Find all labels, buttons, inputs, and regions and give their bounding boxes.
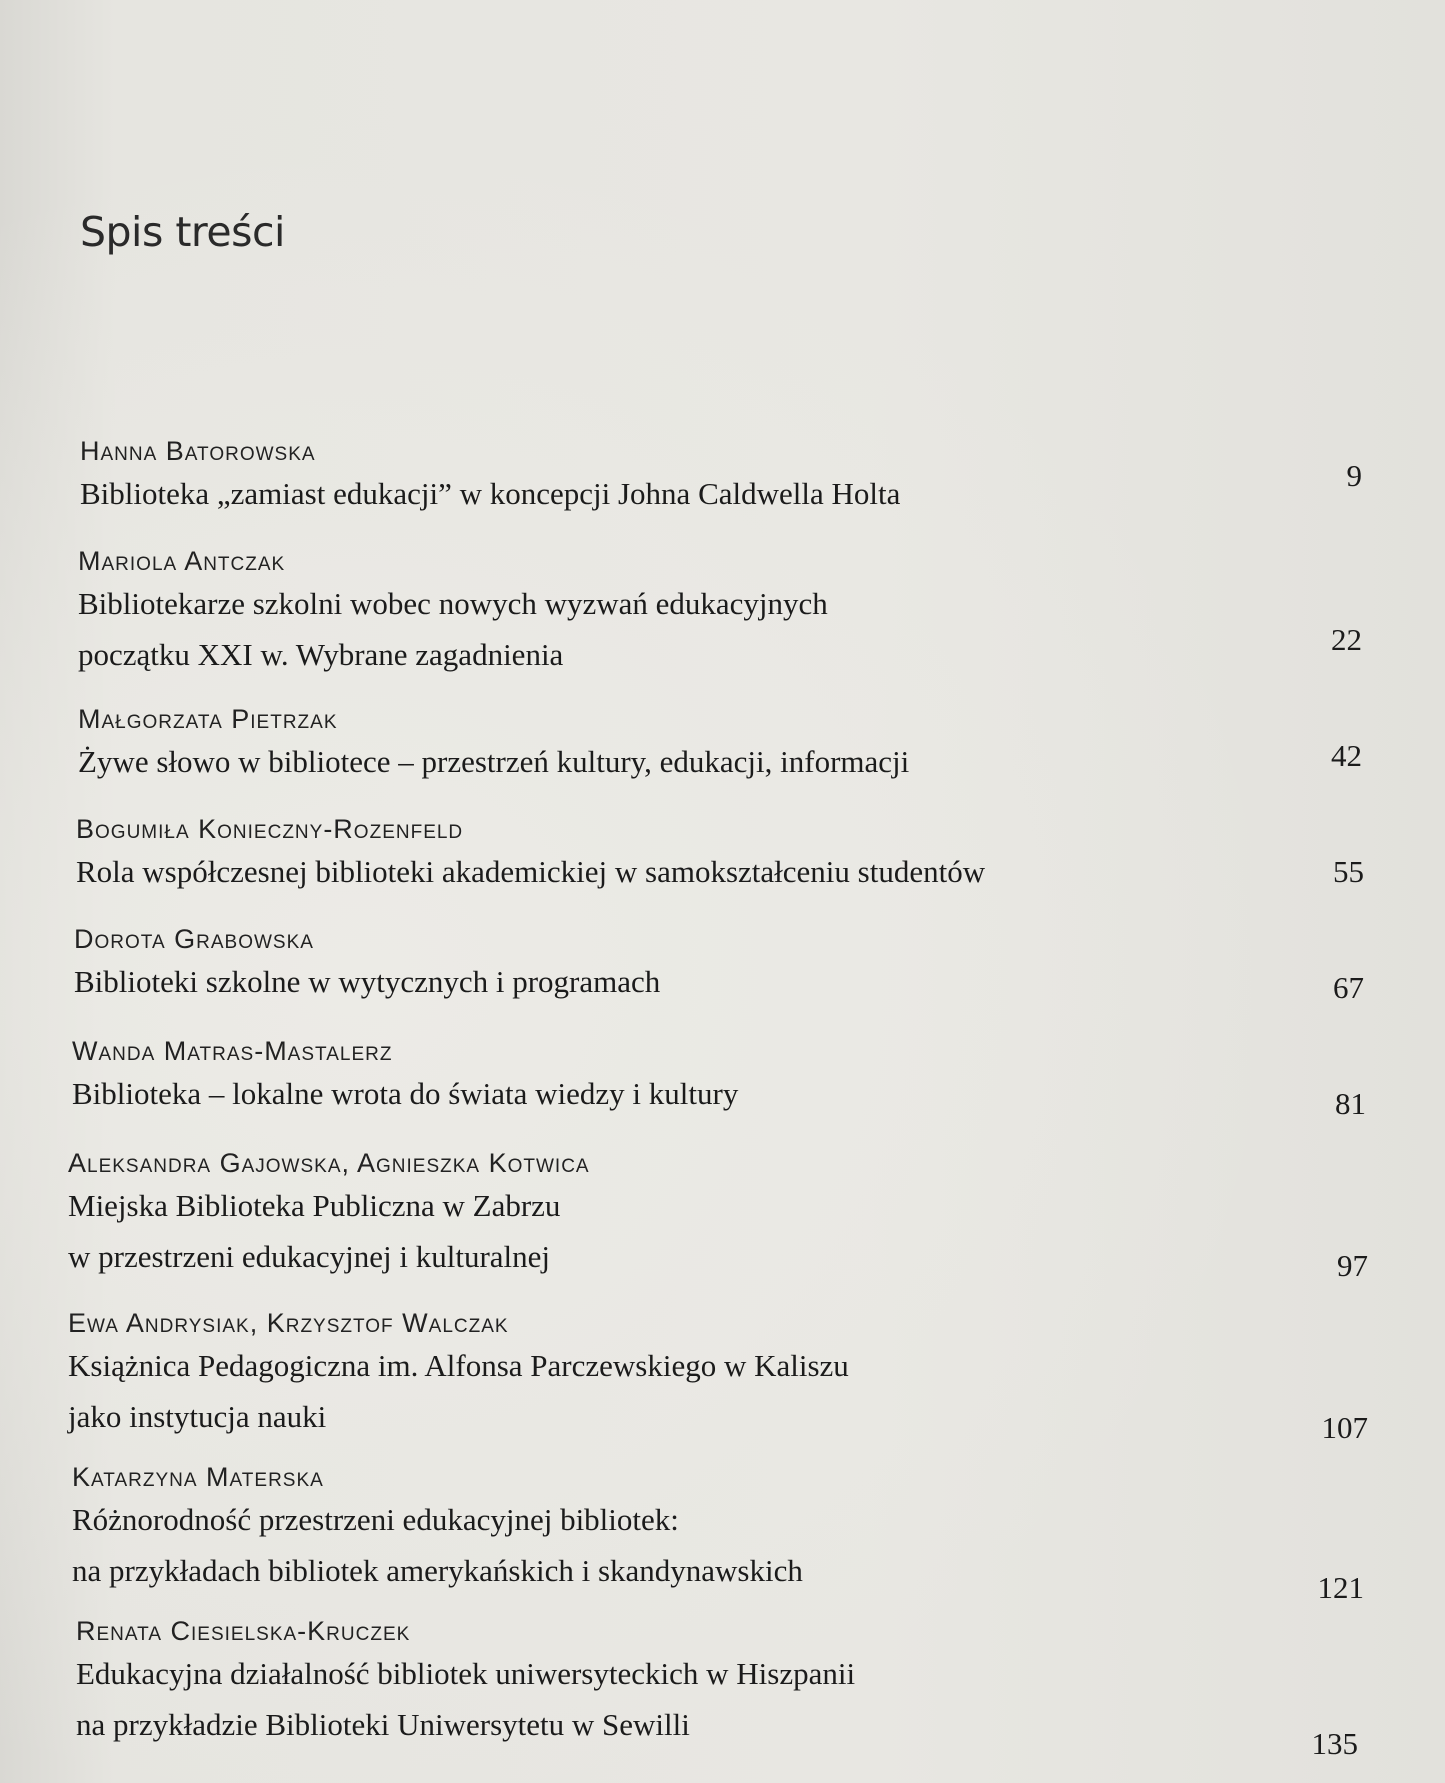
- entry-title-line: Żywe słowo w bibliotece – przestrzeń kultury, edukacji, informacji: [78, 744, 910, 779]
- entry-page-number: 9: [1346, 458, 1362, 493]
- entry-authors: Katarzyna Materska: [72, 1462, 324, 1492]
- toc-entry: [76, 1614, 1376, 1750]
- entry-page-number: 121: [1317, 1570, 1364, 1605]
- entry-title-line: na przykładzie Biblioteki Uniwersytetu w Sewilli: [76, 1707, 690, 1742]
- toc-entry: [72, 1460, 1372, 1596]
- toc-entry: [68, 1146, 1368, 1282]
- entry-page-number: 22: [1331, 622, 1362, 657]
- entry-title-line: Edukacyjna działalność bibliotek uniwersyteckich w Hiszpanii: [76, 1656, 856, 1691]
- entry-page-number: 97: [1337, 1248, 1368, 1283]
- entry-authors: Dorota Grabowska: [74, 924, 314, 954]
- toc-entry: [74, 922, 1374, 1007]
- toc-entry: [78, 544, 1378, 680]
- entry-title-line: Bibliotekarze szkolni wobec nowych wyzwań edukacyjnych: [78, 586, 828, 621]
- entry-title-line: Rola współczesnej biblioteki akademickiej w samokształceniu studentów: [76, 854, 986, 889]
- toc-entry: [80, 434, 1380, 519]
- entry-page-number: 81: [1335, 1086, 1366, 1121]
- entry-page-number: 107: [1321, 1410, 1368, 1445]
- entry-title-line: na przykładach bibliotek amerykańskich i skandynawskich: [72, 1553, 803, 1588]
- page-title: Spis treści: [80, 208, 285, 256]
- entry-authors: Wanda Matras-Mastalerz: [72, 1036, 393, 1066]
- toc-entry: [76, 812, 1376, 897]
- toc-entry: [78, 702, 1378, 787]
- entry-authors: Bogumiła Konieczny-Rozenfeld: [76, 814, 464, 844]
- entry-page-number: 42: [1331, 738, 1362, 773]
- entry-title-line: początku XXI w. Wybrane zagadnienia: [78, 637, 564, 672]
- entry-authors: Renata Ciesielska-Kruczek: [76, 1616, 411, 1646]
- entry-page-number: 55: [1333, 854, 1364, 889]
- entry-page-number: 67: [1333, 970, 1364, 1005]
- entry-title-line: Biblioteka „zamiast edukacji” w koncepcji Johna Caldwella Holta: [80, 476, 901, 511]
- entry-title-line: w przestrzeni edukacyjnej i kulturalnej: [68, 1239, 551, 1274]
- entry-title-line: Biblioteka – lokalne wrota do świata wiedzy i kultury: [72, 1076, 739, 1111]
- entry-authors: Mariola Antczak: [78, 546, 286, 576]
- entry-authors: Małgorzata Pietrzak: [78, 704, 338, 734]
- toc-entry: [68, 1306, 1368, 1442]
- toc-entry: [72, 1034, 1372, 1119]
- entry-authors: Aleksandra Gajowska, Agnieszka Kotwica: [68, 1148, 590, 1178]
- entry-page-number: 135: [1311, 1726, 1358, 1761]
- entry-title-line: Biblioteki szkolne w wytycznych i programach: [74, 964, 661, 999]
- entry-title-line: jako instytucja nauki: [68, 1399, 327, 1434]
- entry-authors: Hanna Batorowska: [80, 436, 316, 466]
- entry-title-line: Książnica Pedagogiczna im. Alfonsa Parczewskiego w Kaliszu: [68, 1348, 849, 1383]
- entry-title-line: Miejska Biblioteka Publiczna w Zabrzu: [68, 1188, 561, 1223]
- entry-authors: Ewa Andrysiak, Krzysztof Walczak: [68, 1308, 509, 1338]
- entry-title-line: Różnorodność przestrzeni edukacyjnej bibliotek:: [72, 1502, 679, 1537]
